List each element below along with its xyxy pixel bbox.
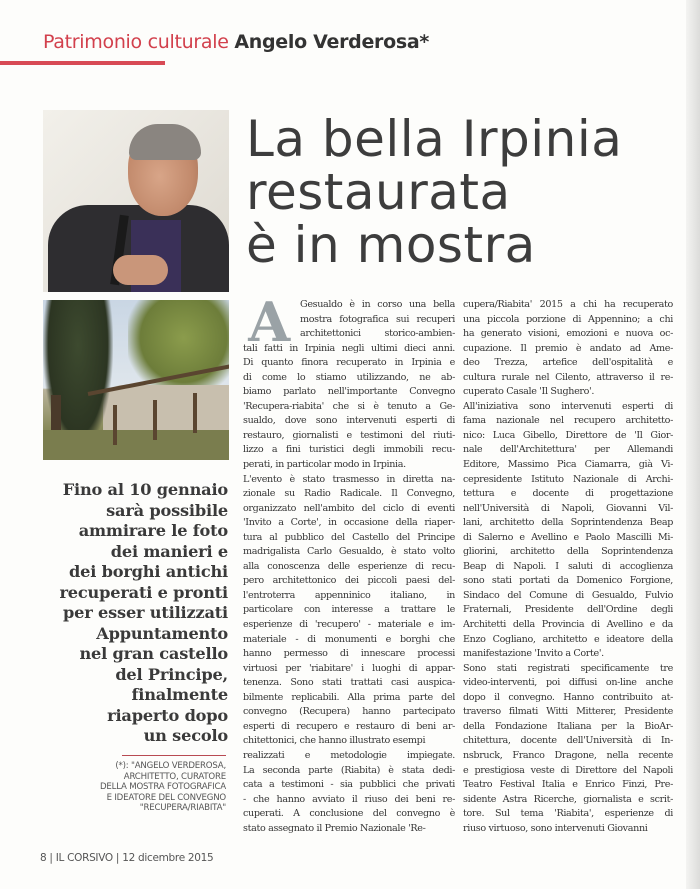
footnote-line: ARCHITETTO, CURATORE: [123, 771, 226, 782]
article-line: di come lo stiamo utilizzando, ne ab-: [243, 371, 455, 383]
article-line: Editore, Massimo Pica Ciamarra, già Vi-: [463, 459, 673, 471]
article-line: cuperati. A conclusione del convegno è: [243, 808, 455, 820]
pullquote-line: un secolo: [143, 726, 228, 745]
article-line: sualdo, dove sono intervenuti esperti di: [243, 415, 455, 427]
photo-hand: [113, 255, 168, 285]
pullquote-line: Appuntamento: [96, 623, 228, 643]
article-line: Enzo Cogliano, architetto e ideatore della: [463, 633, 673, 645]
article-line: nell'Università di Napoli, Giovanni Vil-: [463, 502, 673, 514]
article-line: perati, in particolar modo in Irpinia.: [243, 459, 406, 471]
section-kicker: [43, 31, 429, 53]
footnote-line: DELLA MOSTRA FOTOGRAFICA: [100, 782, 226, 792]
article-line: cepresidente Istituto Nazionale di Archi-: [463, 473, 673, 485]
headline-line: La bella Irpinia: [246, 110, 623, 168]
article-line: traverso filmati Witti Mitterer, Presidente: [463, 706, 673, 718]
article-line: madrigalista Carlo Gesualdo, è stato volto: [243, 546, 455, 558]
article-column-2: [463, 298, 673, 836]
article-line: All'iniziativa sono intervenuti esperti di: [463, 400, 673, 412]
dropcap: A: [248, 290, 290, 354]
speaker-portrait-photo: [43, 110, 229, 292]
article-line: Fraternali, Presidente dell'Ordine degli: [463, 604, 673, 616]
pullquote: [10, 480, 228, 747]
article-line: convegno (Recupera) hanno partecipato: [243, 706, 455, 718]
article-line: - che hanno avviato il riuso dei beni re-: [243, 793, 455, 805]
article-line: tettura e docente di progettazione: [463, 488, 673, 500]
article-line: materiale - di monumenti e borghi che: [243, 633, 455, 645]
pullquote-line: del Principe,: [115, 664, 228, 684]
article-line: dopo il convegno. Hanno contribuito at-: [463, 691, 673, 703]
article-line: hanno permesso di innescare processi: [243, 648, 455, 660]
article-line: nico: Luca Gibello, Direttore de 'Il Gior-: [463, 429, 673, 441]
pullquote-line: dei manieri e: [110, 541, 228, 561]
section-label: Patrimonio culturale: [43, 31, 229, 53]
article-line: lani, architetto della Soprintendenza Beap: [463, 517, 673, 529]
article-line: chitettonici, che hanno illustrato esempi: [243, 735, 426, 747]
article-line: lizzo a fini turistici degli immobili recu-: [243, 444, 455, 456]
author-name: Angelo Verderosa*: [234, 31, 430, 53]
article-line: cultura rurale nel Cilento, attraverso il re-: [463, 371, 673, 383]
article-line: restauro, giornalisti e testimoni del riuti-: [243, 429, 455, 441]
article-line: video-interventi, poi diffusi on-line anche: [463, 677, 673, 689]
article-line: cata a testimoni - sia pubblici che privati: [243, 779, 455, 791]
article-line: realizzati e metodologie impiegate.: [243, 749, 455, 761]
article-line: biamo parlato nell'importante Convegno: [243, 386, 455, 398]
pullquote-line: dei borghi antichi: [69, 562, 228, 581]
article-line: nale dell'Architettura' per Allemandi: [463, 444, 673, 456]
headline-line: è in mostra: [246, 216, 536, 274]
pullquote-line: per esser utilizzati: [63, 603, 228, 622]
footnote-line: (*): "ANGELO VERDEROSA,: [115, 761, 226, 771]
author-footnote: [60, 761, 226, 814]
photo-hair: [129, 124, 201, 160]
article-line: esperti di recupero e restauro di beni ar-: [243, 720, 455, 732]
photo-fence-post: [193, 393, 197, 433]
article-line: Architetti della Provincia di Avellino e da: [463, 619, 673, 631]
article-line: pero architettonico dei piccoli paesi del-: [243, 575, 455, 587]
pullquote-line: riaperto dopo: [107, 705, 228, 725]
article-line: Beap di Napoli. I saluti di accoglienza: [463, 560, 673, 572]
pullquote-line: sarà possibile: [106, 500, 228, 520]
article-line: particolare con interesse a trattare le: [243, 604, 455, 616]
article-line: gliorini, architetto della Soprintendenza: [463, 546, 673, 558]
article-line: Sindaco del Comune di Gesualdo, Fulvio: [463, 589, 673, 601]
page-edge-shadow: [686, 0, 700, 889]
article-line: tore. Sul tema 'Riabita', esperienze di: [463, 808, 673, 820]
photo-grass: [43, 430, 229, 460]
article-line: 'Recupera-riabita' che si è tenuto a Ge-: [243, 400, 455, 412]
headline-line: restaurata: [246, 163, 511, 221]
article-line: nsbruck, Franco Dragone, nella recente: [463, 749, 673, 761]
article-line: cupazione. Il premio è andato ad Ame-: [463, 342, 673, 354]
pullquote-line: ammirare le foto: [78, 521, 228, 540]
article-line: organizzato nell'ambito del ciclo di eventi: [243, 502, 455, 514]
article-line: cuperato Casale 'Il Sughero'.: [463, 386, 595, 398]
article-line: L'evento è stato trasmesso in diretta na-: [243, 473, 455, 485]
kicker-rule: [0, 61, 165, 65]
article-line: tenenza. Sono stati trattati casi auspica-: [243, 677, 455, 689]
article-line: cupera/Riabita' 2015 a chi ha recuperato: [463, 299, 673, 310]
article-line: riuso virtuoso, sono intervenuti Giovanni: [463, 822, 648, 834]
headline: [246, 110, 666, 274]
article-line: 'Invito a Corte', in occasione della riaper-: [243, 517, 455, 529]
article-line: manifestazione 'Invito a Corte'.: [463, 648, 604, 660]
article-line: sidente Astra Ricerche, giornalista e scrit-: [463, 793, 673, 805]
article-line: bilmente replicabili. Alla prima parte del: [243, 691, 455, 703]
pullquote-line: Fino al 10 gennaio: [62, 480, 228, 499]
article-line: Sono stati registrati specificamente tre: [463, 662, 673, 674]
article-line: stato assegnato il Premio Nazionale 'Re-: [243, 822, 426, 834]
article-line: esperienze di 'recupero' - materiale e im-: [243, 619, 455, 631]
article-line: fama nazionale nel recupero architetto-: [463, 415, 673, 427]
pullquote-line: finalmente: [131, 685, 228, 704]
article-line: zionale su Radio Radicale. Il Convegno,: [243, 488, 455, 500]
article-line: deo Trezza, artefice dell'ospitalità e: [463, 357, 673, 369]
footnote-line: E IDEATORE DEL CONVEGNO: [106, 792, 226, 803]
footnote-rule: [122, 755, 226, 756]
article-line: virtuosi per 'riabitare' i luoghi di appar-: [243, 662, 455, 674]
pullquote-line: recuperati e pronti: [59, 582, 228, 602]
page-folio: 8 | IL CORSIVO | 12 dicembre 2015: [40, 852, 214, 864]
photo-castle-wall: [103, 385, 229, 430]
article-line: ha generato visioni, emozioni e nuova oc-: [463, 328, 673, 340]
article-line: sono stati portati da Domenico Forgione,: [463, 575, 673, 587]
photo-fence-post: [153, 400, 157, 440]
article-line: Gesualdo è in corso una bella: [300, 299, 455, 310]
article-line: alla conoscenza delle esperienze di recu-: [243, 560, 455, 572]
article-line: architettonici storico-ambien-: [300, 328, 455, 340]
article-column-1: [243, 290, 455, 836]
footnote-line: "RECUPERA/RIABITA": [139, 803, 226, 813]
article-line: mostra fotografica sui recuperi: [300, 313, 455, 325]
pullquote-line: nel gran castello: [79, 644, 228, 663]
article-line: una piccola porzione di Appennino; a chi: [463, 313, 673, 325]
article-line: tali fatti in Irpinia negli ultimi dieci anni.: [243, 342, 455, 354]
article-line: l'entroterra appenninico italiano, in: [243, 589, 455, 601]
castle-landscape-photo: [43, 300, 229, 460]
article-line: di Salerno e Avellino e Paolo Mascilli Mi-: [463, 531, 673, 543]
article-line: La seconda parte (Riabita) è stata dedi-: [243, 764, 455, 776]
article-line: tura al pubblico del Castello del Principe: [243, 531, 455, 543]
article-line: chitettura, docente dell'Università di In-: [463, 735, 673, 747]
article-line: della Fondazione Italiana per la BioAr-: [463, 720, 673, 732]
article-line: Teatro Festival Italia e Enrico Finzi, Pre-: [463, 779, 673, 791]
photo-fence-post: [113, 405, 117, 445]
article-line: Di quanto finora recuperato in Irpinia e: [243, 357, 455, 369]
article-line: e prestigiosa veste di Direttore del Napoli: [463, 764, 673, 776]
